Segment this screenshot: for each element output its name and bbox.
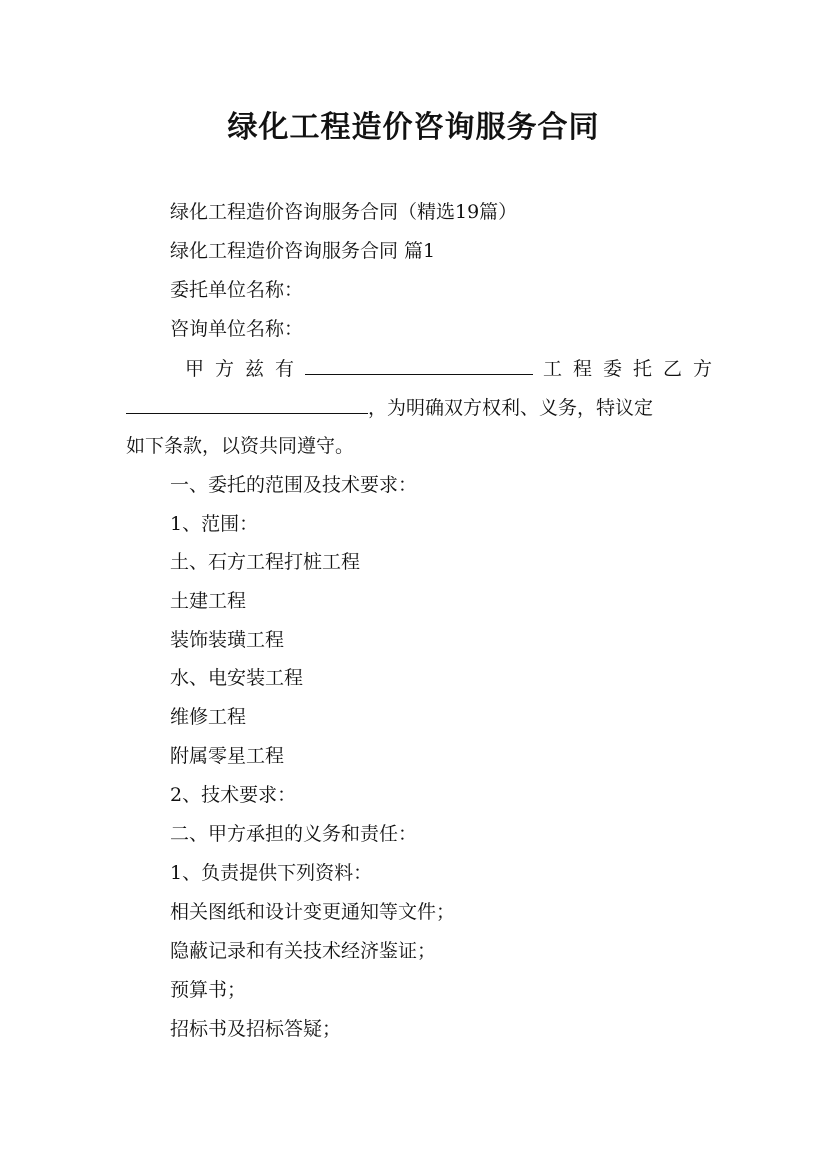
intro-paragraph-line1 <box>185 356 723 381</box>
intro-start-text: 甲方兹有 <box>185 358 306 380</box>
list-item: 招标书及招标答疑； <box>170 1018 342 1040</box>
list-item: 预算书； <box>170 979 247 1001</box>
intro-mid-text: 工程委托乙方 <box>543 358 724 380</box>
consultant-name-label: 咨询单位名称： <box>170 318 304 340</box>
consultant-blank <box>126 395 368 414</box>
list-item: 隐蔽记录和有关技术经济鉴证； <box>170 940 437 962</box>
list-item: 2、技术要求： <box>170 784 297 806</box>
section-heading: 绿化工程造价咨询服务合同 篇1 <box>170 240 436 262</box>
list-item: 土建工程 <box>170 590 247 612</box>
list-item: 水、电安装工程 <box>170 667 304 689</box>
list-item: 二、甲方承担的义务和责任： <box>170 823 418 845</box>
list-item: 附属零星工程 <box>170 745 285 767</box>
list-item: 1、范围： <box>170 513 259 535</box>
document-title: 绿化工程造价咨询服务合同 <box>227 110 600 145</box>
intro-paragraph-line3: 如下条款，以资共同遵守。 <box>126 435 355 457</box>
list-item: 维修工程 <box>170 706 247 728</box>
intro-paragraph-line2 <box>126 395 653 420</box>
list-item: 土、石方工程打桩工程 <box>170 551 361 573</box>
intro-end-text: ，为明确双方权利、义务，特议定 <box>368 397 654 419</box>
list-item: 装饰装璜工程 <box>170 629 285 651</box>
document-subtitle: 绿化工程造价咨询服务合同（精选19篇） <box>170 201 518 223</box>
client-name-label: 委托单位名称： <box>170 279 304 301</box>
list-item: 一、委托的范围及技术要求： <box>170 474 418 496</box>
list-item: 1、负责提供下列资料： <box>170 862 373 884</box>
project-name-blank <box>305 356 533 375</box>
list-item: 相关图纸和设计变更通知等文件； <box>170 901 456 923</box>
